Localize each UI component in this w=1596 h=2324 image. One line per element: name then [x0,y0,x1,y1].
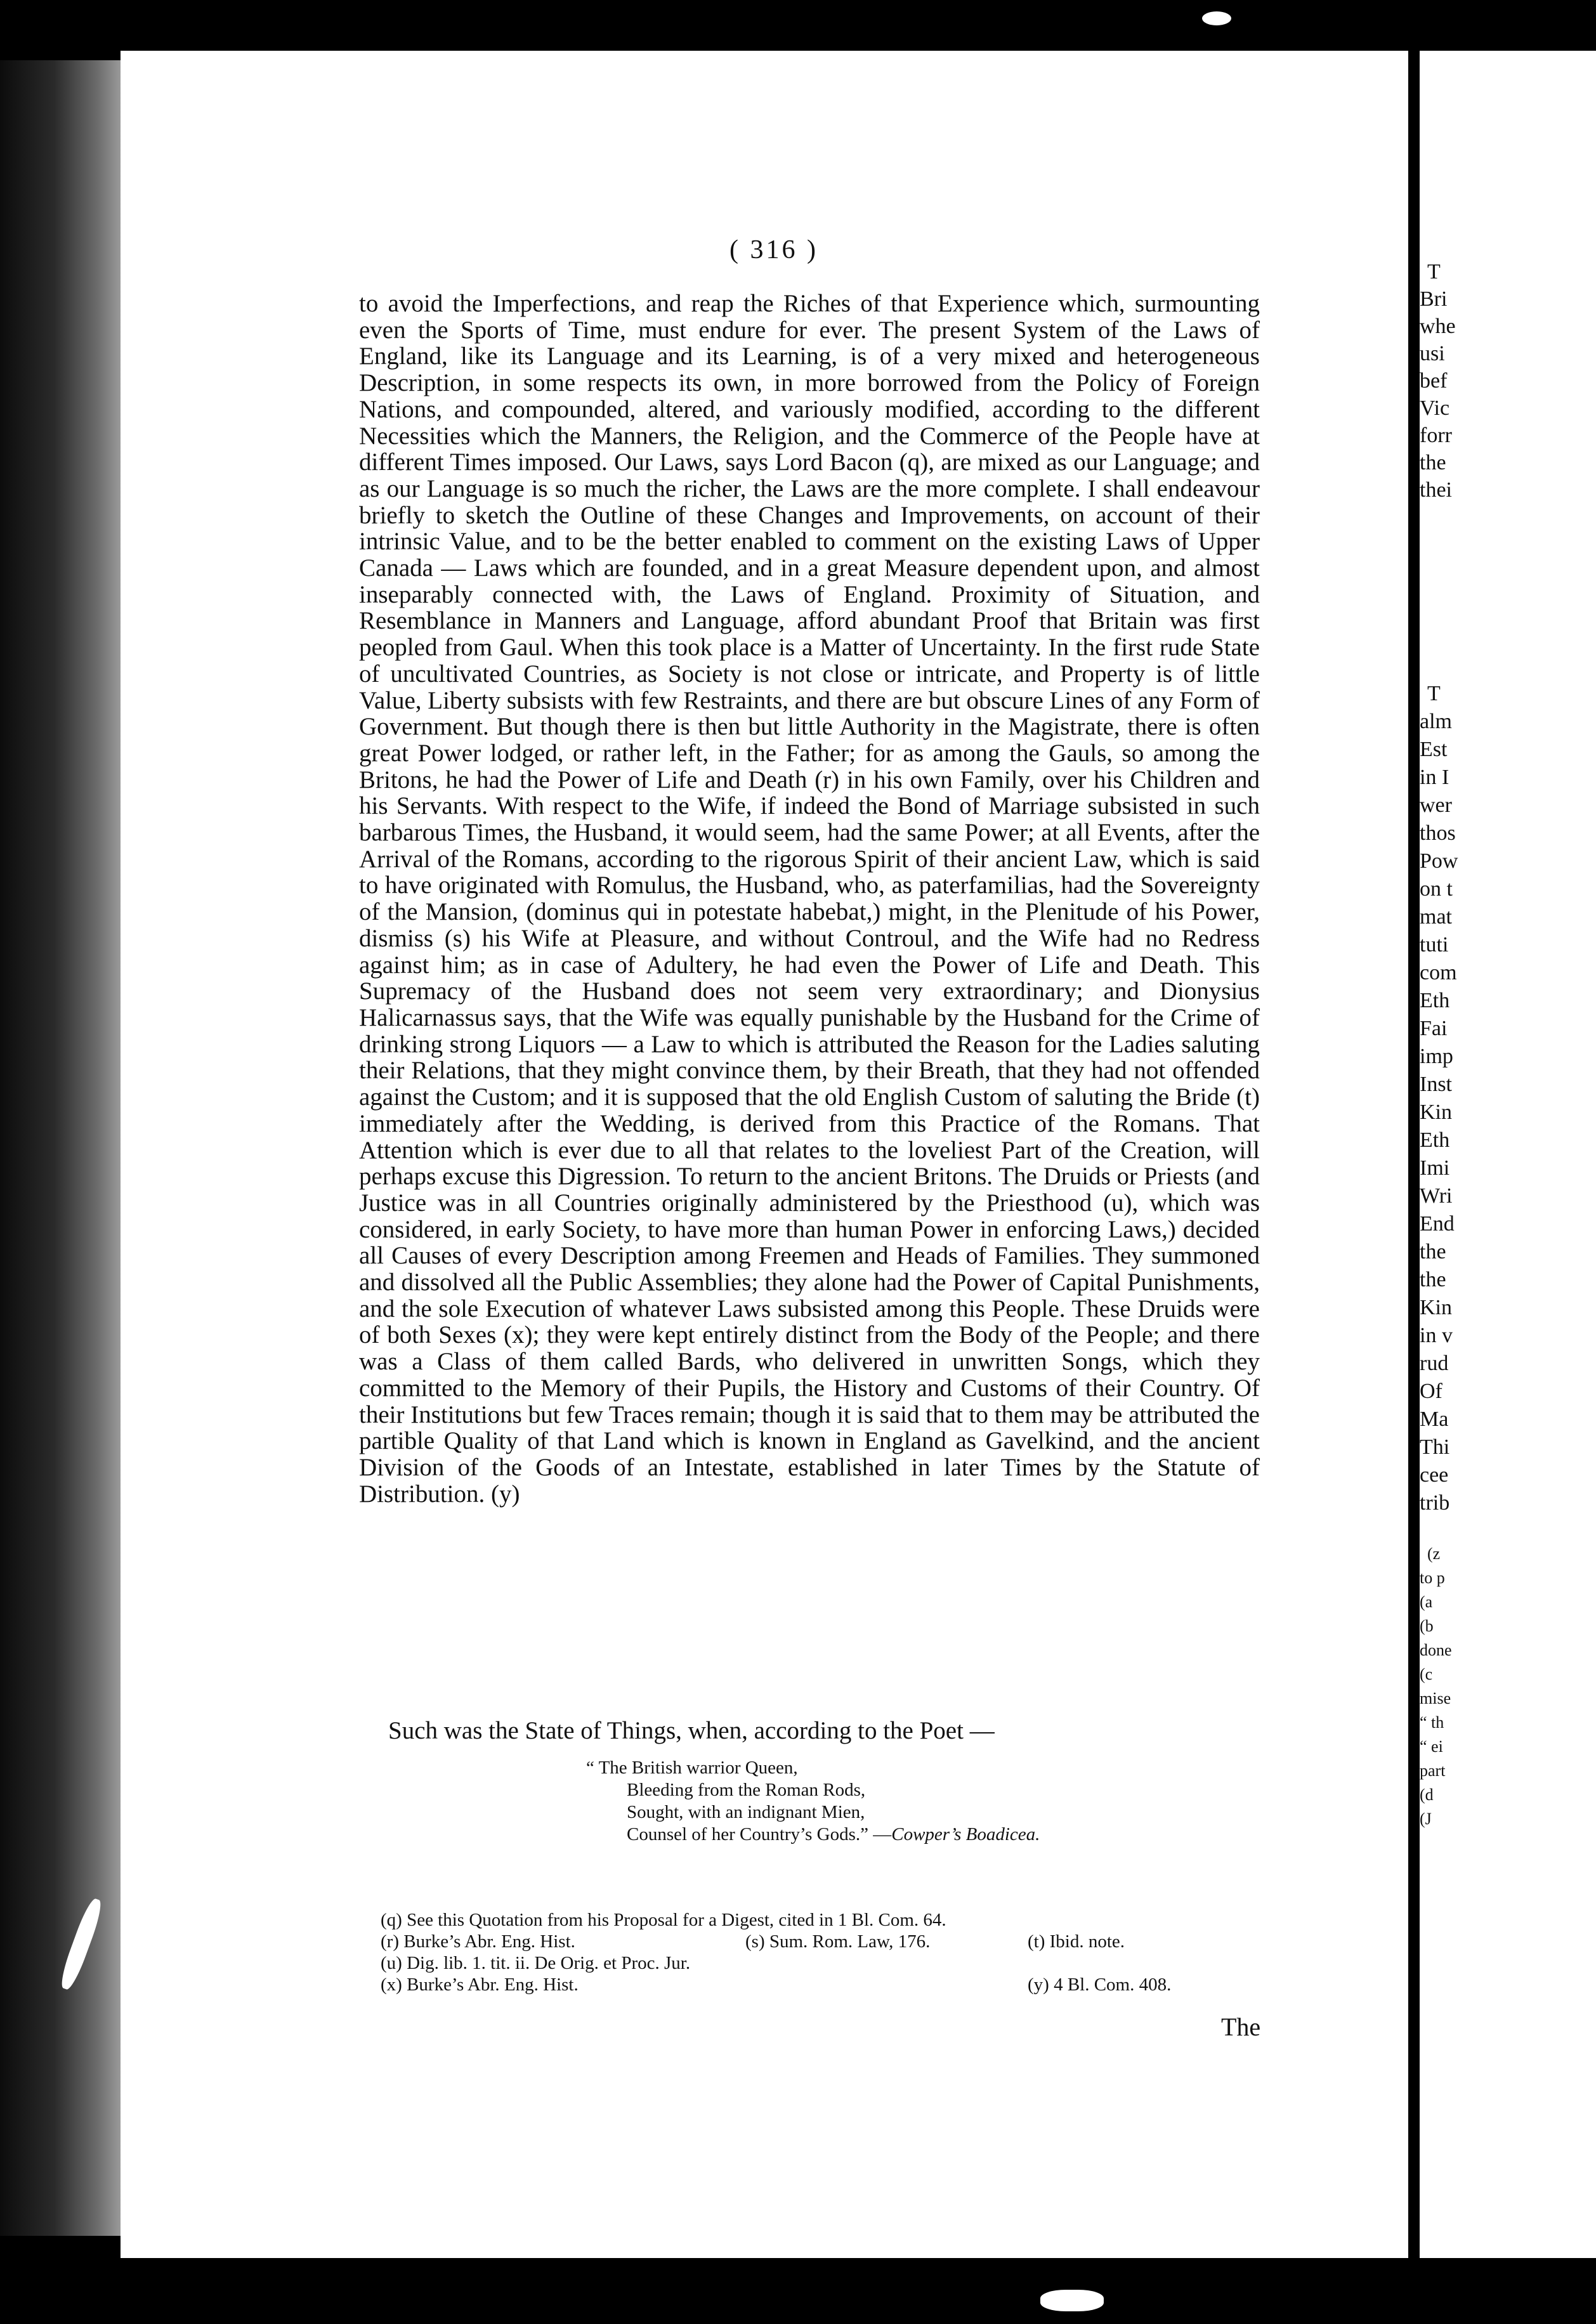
facing-page-line: (b [1420,1617,1434,1635]
footnote-row [381,1974,1262,1995]
footnote-row [381,1931,1262,1952]
facing-page-line: (c [1420,1665,1433,1683]
closing-line: Such was the State of Things, when, according to the Poet — [388,1717,995,1744]
facing-page-line: cee [1420,1463,1449,1487]
poem-line-2: Bleeding from the Roman Rods, [627,1780,866,1800]
facing-page-line: Eth [1420,1128,1450,1152]
body-text: to avoid the Imperfections, and reap the Riches of that Experience which, surmounting even the Sports of Time, must endure for ever. The present System of the Laws of England, like its Language and its Learning, is of a very mixed and heterogeneous Description, in some respects its own, in more borrowed from the Policy of Foreign Nations, and compounded, altered, and variously modified, according to the different Necessities which the Manners, the Religion, and the Commerce of the People have at different Times imposed. Our Laws, says Lord Bacon (q), are mixed as our Language; and as our Language is so much the richer, the Laws are the more complete. I shall endeavour briefly to sketch the Outline of these Changes and Improvements, on account of their intrinsic Value, and to be the better enabled to comment on the existing Laws of Upper Canada — Laws which are founded, and in a great Measure dependent upon, and almost inseparably connected with, the Laws of England. Proximity of Situation, and Resemblance in Manners and Language, afford abundant Proof that Britain was first peopled from Gaul. When this took place is a Matter of Uncertainty. In the first rude State of uncultivated Countries, as Society is not close or intricate, and Property is of little Value, Liberty subsists with few Restraints, and there are but obscure Lines of any Form of Government. But though there is then but little Authority in the Magistrate, there is often great Power lodged, or rather left, in the Father; for as among the Gauls, so among the Britons, he had the Power of Life and Death (r) in his own Family, over his Children and his Servants. With respect to the Wife, if indeed the Bond of Marriage subsisted in such barbarous Times, the Husband, it would seem, had the same Power; at all Events, after the Arrival of the Romans, according to the rigorous Spirit of their ancient Law, which is said to have originated with Romulus, the Husband, who, as paterfamilias, had the Sovereignty of the Mansion, (dominus qui in potestate habebat,) might, in the Plenitude of his Power, dismiss (s) his Wife at Pleasure, and without Controul, and the Wife had no Redress against him; as in case of Adultery, he had even the Power of Life and Death. This Supremacy of the Husband does not seem very extraordinary; and Dionysius Halicarnassus says, that the Wife was equally punishable by the Husband for the Crime of drinking strong Liquors — a Law to which is attributed the Reason for the Ladies saluting their Relations, that they might convince them, by their Breath, that they had not offended against the Custom; and it is supposed that the old English Custom of saluting the Bride (t) immediately after the Wedding, is derived from this Practice of the Romans. That Attention which is ever due to all that relates to the loveliest Part of the Creation, will perhaps excuse this Digression. To return to the ancient Britons. The Druids or Priests (and Justice was in all Countries originally administered by the Priesthood (u), which was considered, in early Society, to have more than human Power in enforcing Laws,) decided all Causes of every Description among Freemen and Heads of Families. They summoned and dissolved all the Public Assemblies; they alone had the Power of Capital Punishments, and the sole Execution of whatever Laws subsisted among this People. These Druids were of both Sexes (x); they were kept entirely distinct from the Body of the People; and there was a Class of them called Bards, who delivered in unwritten Songs, which they committed to the Memory of their Pupils, the History and Customs of their Country. Of their Institutions but few Traces remain; though it is said that to them may be attributed the partible Quality of that Land which is known in England as Gavelkind, and the ancient Division of the Goods of an Intestate, established in later Times by the Statute of Distribution. (y) [359,290,1260,1508]
facing-page-line: T [1427,682,1441,705]
footnote-t: (t) Ibid. note. [1028,1931,1125,1952]
facing-page-line: in v [1420,1324,1453,1347]
facing-page-line: Of [1420,1380,1442,1403]
catchword: The [1221,2013,1261,2041]
poem-line-4 [586,1824,1040,1846]
facing-page-line: imp [1420,1045,1453,1068]
facing-page-line: trib [1420,1491,1450,1515]
facing-page-line: Bri [1420,287,1448,311]
facing-page-line: to p [1420,1569,1445,1587]
footnote-row [381,1909,1262,1931]
facing-page-line: mise [1420,1689,1451,1707]
book-gutter-shadow [0,60,121,2236]
footnote-y: (y) 4 Bl. Com. 408. [1028,1975,1172,1995]
facing-page-line: (J [1420,1810,1432,1828]
facing-page-line: Ma [1420,1407,1449,1431]
facing-page-line: Fai [1420,1017,1448,1040]
facing-page-line: Imi [1420,1156,1450,1180]
footnote-s: (s) Sum. Rom. Law, 176. [745,1931,931,1952]
facing-page-line: com [1420,961,1457,984]
footnote-row [381,1952,1262,1974]
scan-speck [1202,11,1231,25]
footnote-q: (q) See this Quotation from his Proposal for a Digest, cited in 1 Bl. Com. 64. [381,1910,946,1930]
facing-page-line: usi [1420,342,1445,365]
scan-speck [1040,2290,1104,2311]
facing-page-line: Kin [1420,1100,1452,1124]
poem-line-3: Sought, with an indignant Mien, [627,1802,865,1822]
poem-line-1: “ The British warrior Queen, [586,1758,798,1778]
footnotes [381,1909,1262,1995]
facing-page-line: Pow [1420,849,1458,873]
facing-page-line: “ th [1420,1713,1444,1732]
poem-citation: Cowper’s Boadicea. [891,1824,1040,1844]
footnote-u: (u) Dig. lib. 1. tit. ii. De Orig. et Proc. Jur. [381,1953,691,1973]
facing-page-line: alm [1420,710,1452,733]
facing-page-line: (d [1420,1785,1434,1804]
facing-page-line: part [1420,1761,1446,1780]
poem-quote [586,1757,1040,1846]
page-number: ( 316 ) [729,235,818,264]
facing-page-line: Eth [1420,989,1450,1012]
facing-page-line: Kin [1420,1296,1452,1319]
facing-page-line: Vic [1420,396,1450,420]
facing-page-line: the [1420,451,1446,474]
facing-page-line: done [1420,1641,1452,1659]
footnote-x: (x) Burke’s Abr. Eng. Hist. [381,1975,579,1995]
facing-page-line: Est [1420,738,1448,761]
facing-page-edge [1420,51,1596,2258]
footnote-r: (r) Burke’s Abr. Eng. Hist. [381,1931,575,1952]
facing-page-line: End [1420,1212,1455,1236]
facing-page-line: bef [1420,369,1448,393]
facing-page-line: whe [1420,315,1456,338]
facing-page-line: T [1427,260,1441,284]
facing-page-line: mat [1420,905,1452,929]
facing-page-line: in I [1420,766,1449,789]
facing-page-line: thei [1420,478,1452,502]
facing-page-line: wer [1420,793,1452,817]
facing-page-line: on t [1420,877,1453,901]
facing-page-line: Inst [1420,1073,1452,1096]
facing-page-line: the [1420,1240,1446,1263]
facing-page-line: tuti [1420,933,1449,956]
facing-page-line: (a [1420,1593,1433,1611]
facing-page-line: the [1420,1268,1446,1291]
facing-page-line: “ ei [1420,1737,1443,1756]
facing-page-line: Wri [1420,1184,1453,1208]
poem-line-4-text: Counsel of her Country’s Gods.” — [627,1824,892,1844]
facing-page-line: forr [1420,424,1452,447]
facing-page-line: thos [1420,821,1456,845]
facing-page-line: rud [1420,1352,1449,1375]
facing-page-line: (z [1427,1544,1441,1563]
facing-page-line: Thi [1420,1435,1450,1459]
